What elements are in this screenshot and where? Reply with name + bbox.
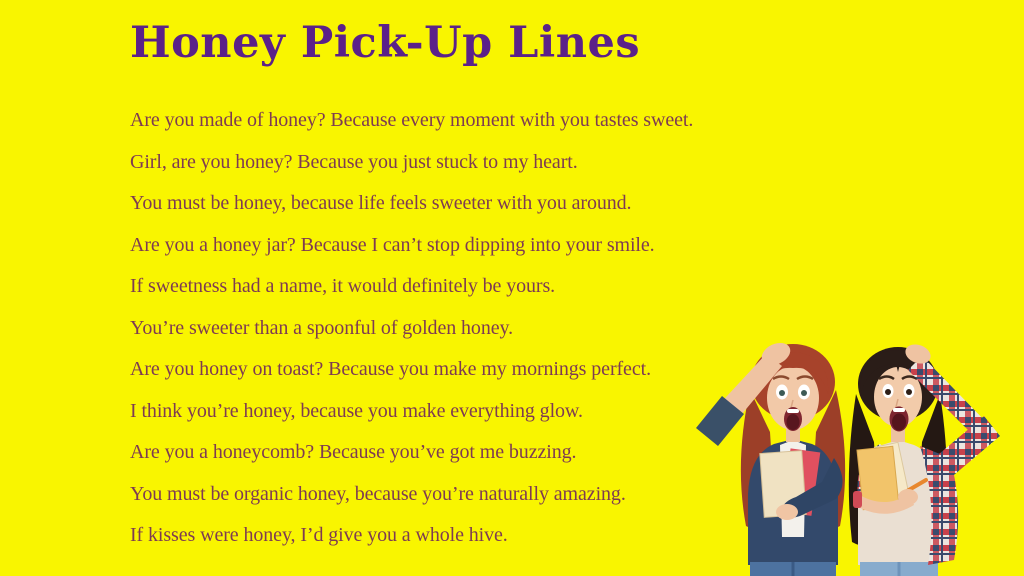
pickup-lines-list	[130, 100, 770, 557]
pickup-line: You must be honey, because life feels sweeter with you around.	[130, 192, 632, 215]
pickup-line: Are you a honey jar? Because I can’t stop dipping into your smile.	[130, 233, 655, 256]
pickup-line: You’re sweeter than a spoonful of golden honey.	[130, 316, 513, 339]
pickup-line: Are you honey on toast? Because you make my mornings perfect.	[130, 358, 651, 381]
right-woman	[849, 341, 1000, 576]
pickup-line: If kisses were honey, I’d give you a whole hive.	[130, 524, 508, 547]
shocked-women-image	[688, 332, 1018, 576]
pickup-line: Are you made of honey? Because every moment with you tastes sweet.	[130, 109, 694, 132]
pickup-line: If sweetness had a name, it would definitely be yours.	[130, 275, 556, 298]
pickup-line: Are you a honeycomb? Because you’ve got me buzzing.	[130, 441, 577, 464]
left-woman	[696, 339, 845, 576]
pickup-line: You must be organic honey, because you’re naturally amazing.	[130, 482, 626, 505]
pickup-line: I think you’re honey, because you make everything glow.	[130, 399, 583, 422]
pickup-line: Girl, are you honey? Because you just stuck to my heart.	[130, 150, 578, 173]
page-title: Honey Pick-Up Lines	[130, 18, 641, 68]
